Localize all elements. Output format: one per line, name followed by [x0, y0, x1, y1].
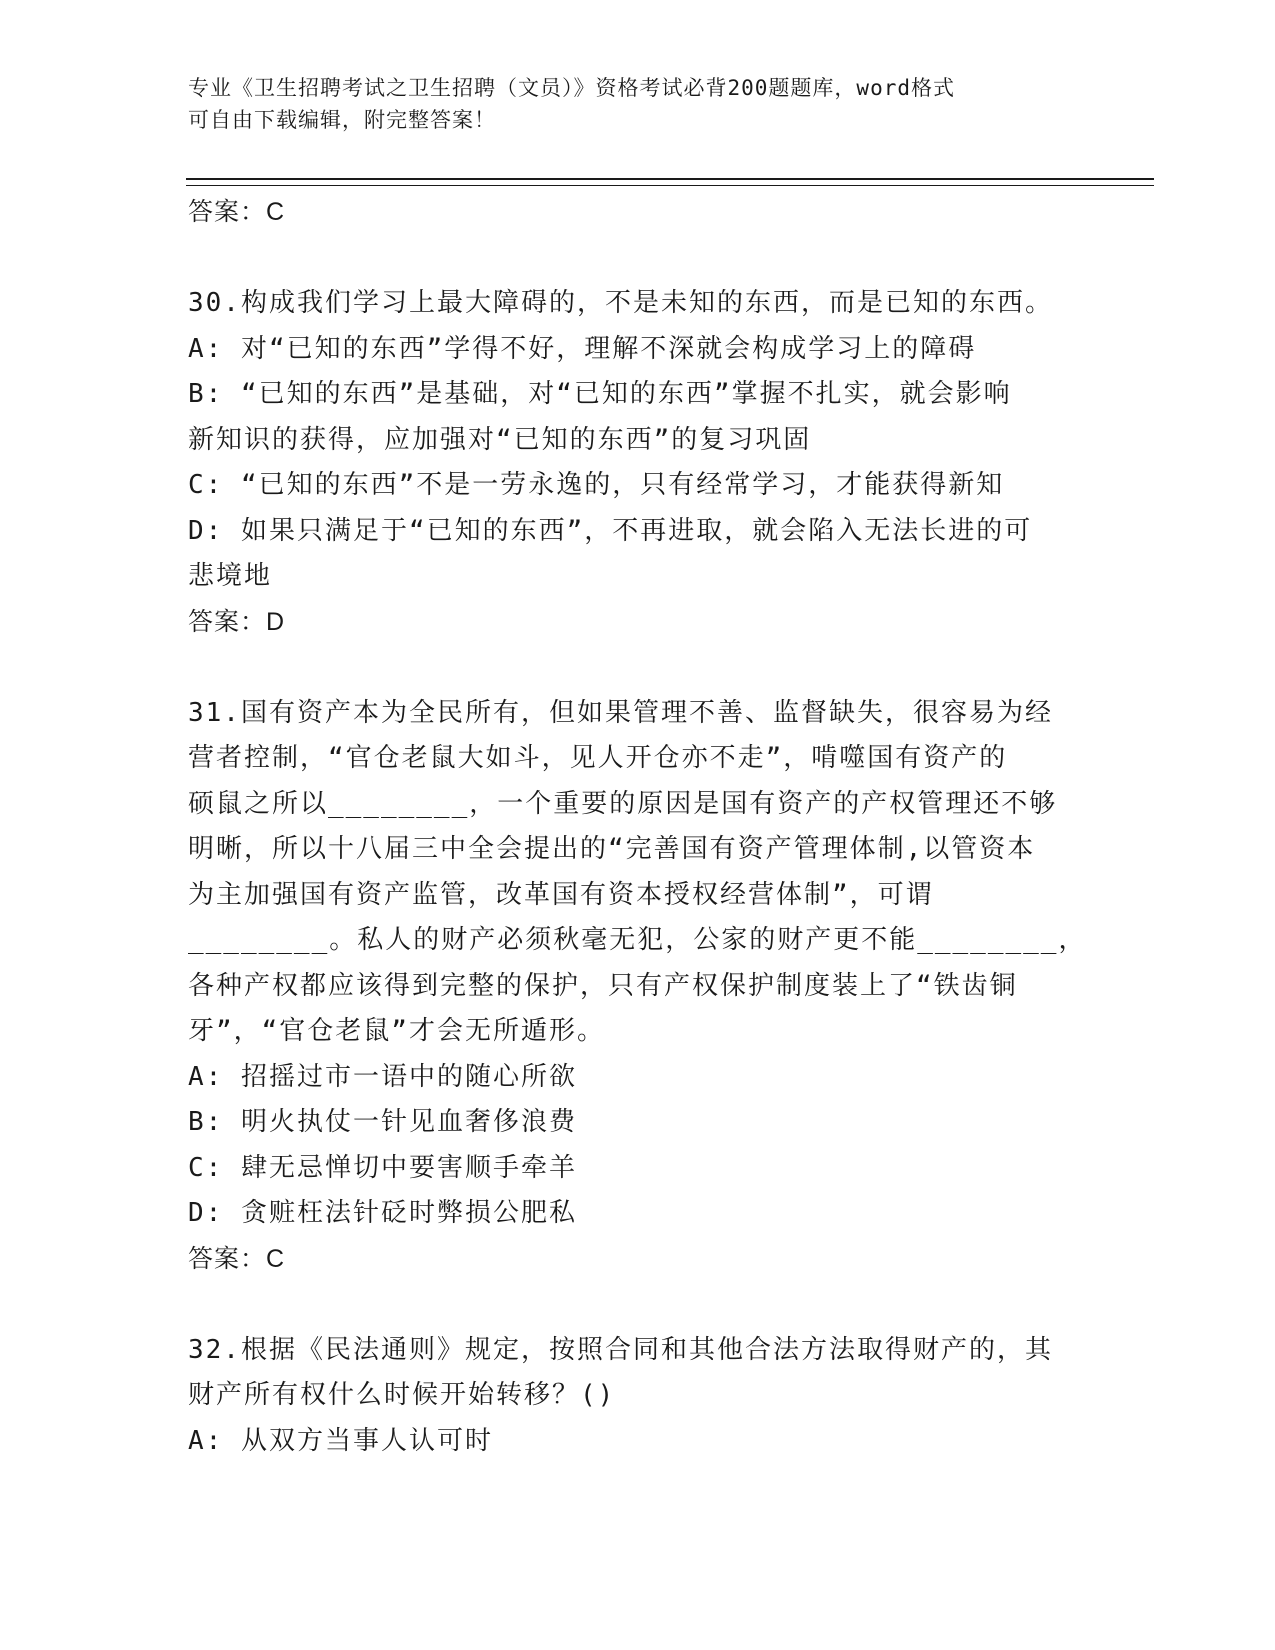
document-body — [188, 190, 1088, 1464]
question-31-option-b: B: 明火执仗一针见血奢侈浪费 — [188, 1107, 577, 1137]
question-31-stem-cont: ________。私人的财产必须秋毫无犯，公家的财产更不能________， — [188, 925, 1087, 955]
spacer — [188, 236, 1088, 282]
question-30-stem: 30.构成我们学习上最大障碍的，不是未知的东西，而是已知的东西。 — [188, 288, 1053, 318]
header-line-2: 可自由下载编辑，附完整答案！ — [188, 108, 496, 132]
previous-answer: 答案：C — [188, 198, 286, 226]
spacer — [188, 1282, 1088, 1328]
question-32-option-a: A: 从双方当事人认可时 — [188, 1425, 493, 1456]
question-30-answer: 答案：D — [188, 607, 286, 636]
question-30-option-c: C: “已知的东西”不是一劳永逸的，只有经常学习，才能获得新知 — [188, 470, 1005, 500]
header-line-1: 专业《卫生招聘考试之卫生招聘（文员）》资格考试必背200题题库，word格式 — [188, 76, 955, 100]
question-32 — [188, 1328, 1088, 1465]
question-30-option-b: B: “已知的东西”是基础，对“已知的东西”掌握不扎实，就会影响 — [188, 379, 1012, 409]
question-31-option-a: A: 招摇过市一语中的随心所欲 — [188, 1061, 577, 1092]
question-31 — [188, 691, 1088, 1283]
question-30-option-d: D: 如果只满足于“已知的东西”，不再进取，就会陷入无法长进的可 — [188, 515, 1033, 546]
question-31-option-c: C: 肆无忌惮切中要害顺手牵羊 — [188, 1152, 577, 1183]
question-32-stem-cont: 财产所有权什么时候开始转移？() — [188, 1380, 616, 1410]
question-30-option-d-cont: 悲境地 — [188, 561, 273, 591]
question-30-option-b-cont: 新知识的获得，应加强对“已知的东西”的复习巩固 — [188, 424, 812, 455]
question-31-stem-cont: 营者控制，“官仓老鼠大如斗，见人开仓亦不走”，啃噬国有资产的 — [188, 743, 1008, 773]
question-31-option-d: D: 贪赃枉法针砭时弊损公肥私 — [188, 1198, 577, 1228]
question-31-stem-cont: 牙”，“官仓老鼠”才会无所遁形。 — [188, 1016, 605, 1046]
question-30 — [188, 281, 1088, 645]
question-30-option-a: A: 对“已知的东西”学得不好，理解不深就会构成学习上的障碍 — [188, 333, 977, 364]
question-31-stem-cont: 各种产权都应该得到完整的保护，只有产权保护制度装上了“铁齿铜 — [188, 970, 1018, 1001]
question-31-stem-cont: 为主加强国有资产监管，改革国有资本授权经营体制”，可谓 — [188, 879, 934, 910]
document-header — [188, 72, 1088, 136]
question-31-stem-cont: 硕鼠之所以________，一个重要的原因是国有资产的产权管理还不够 — [188, 788, 1058, 819]
header-divider — [186, 178, 1154, 186]
question-31-stem: 31.国有资产本为全民所有，但如果管理不善、监督缺失，很容易为经 — [188, 697, 1053, 728]
spacer — [188, 645, 1088, 691]
question-31-stem-cont: 明晰，所以十八届三中全会提出的“完善国有资产管理体制,以管资本 — [188, 834, 1036, 864]
question-32-stem: 32.根据《民法通则》规定，按照合同和其他合法方法取得财产的，其 — [188, 1334, 1053, 1365]
question-31-answer: 答案：C — [188, 1244, 286, 1273]
